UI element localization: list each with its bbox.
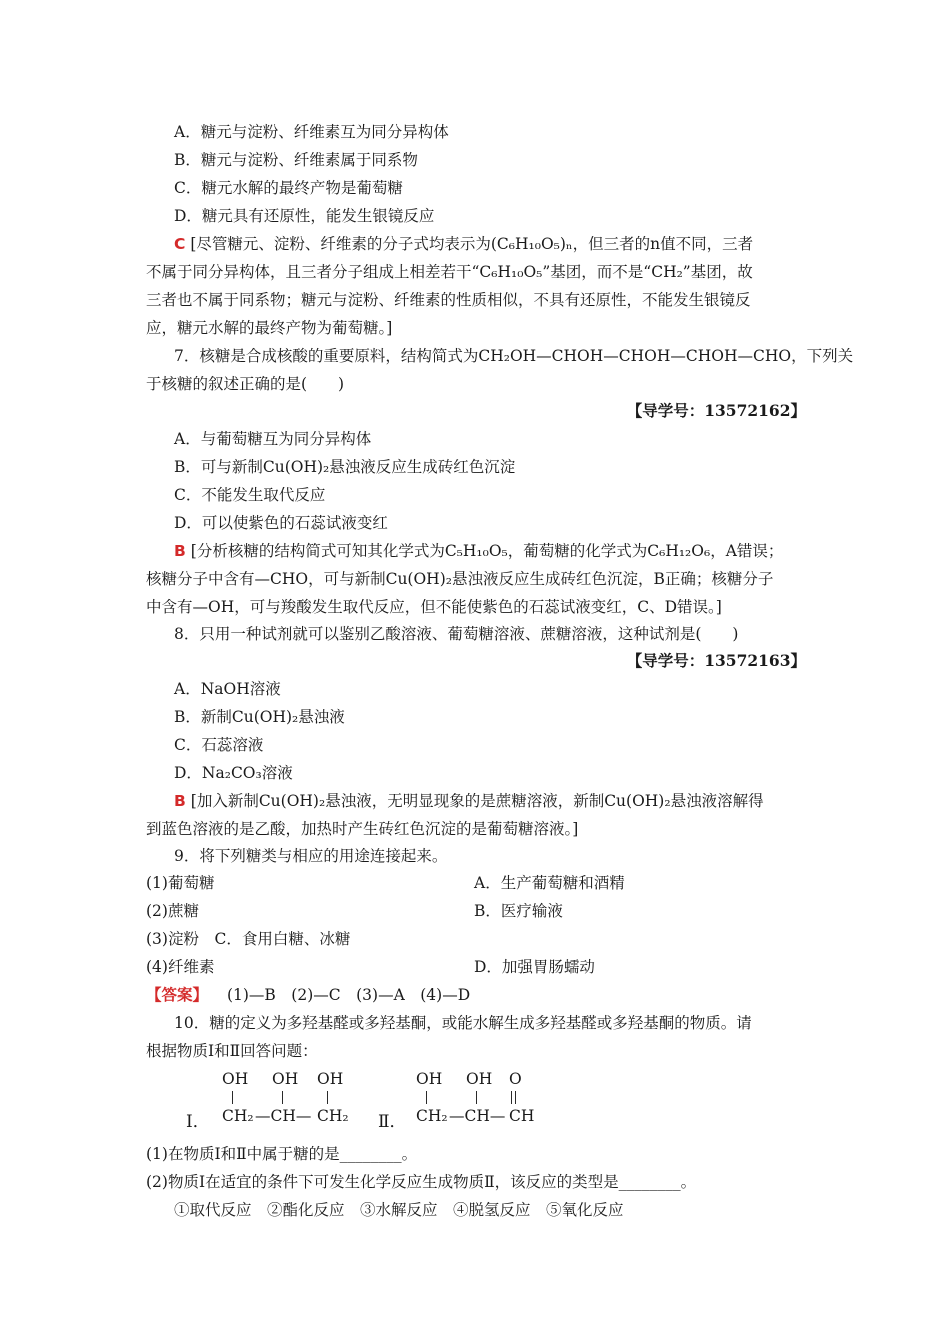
answer-tag: 【答案】 [146, 985, 209, 1004]
q7-option-a: A．与葡萄糖互为同分异构体 [174, 430, 372, 448]
struct1-label: Ⅰ． [186, 1112, 210, 1132]
q8-option-b: B．新制Cu(OH)₂悬浊液 [174, 708, 345, 726]
q10-sub-question-1: (1)在物质Ⅰ和Ⅱ中属于糖的是________。 [146, 1145, 418, 1163]
q6-explanation-text: [尽管糖元、淀粉、纤维素的分子式均表示为(C₆H₁₀O₅)ₙ，但三者的n值不同，三者 [190, 235, 754, 253]
q8-explanation-line-2: 到蓝色溶液的是乙酸，加热时产生砖红色沉淀的是葡萄糖溶液。] [146, 820, 579, 838]
struct1-bond-2 [282, 1091, 283, 1104]
struct2-carbon-3: CH [509, 1107, 535, 1125]
struct2-bond-2 [476, 1091, 477, 1104]
q7-stem-line-1: 7．核糖是合成核酸的重要原料，结构简式为CH₂OH—CHOH—CHOH—CHOH—CHO，下列关 [174, 347, 854, 365]
struct1-oh-1: OH [222, 1070, 249, 1088]
q9-answer-line [146, 985, 470, 1005]
q7-explanation-line-2: 核糖分子中含有—CHO，可与新制Cu(OH)₂悬浊液反应生成砖红色沉淀，B正确；核糖分子 [146, 570, 774, 588]
struct1-bond-3 [327, 1091, 328, 1104]
q6-answer-letter: C [174, 235, 186, 253]
q6-option-d: D．糖元具有还原性，能发生银镜反应 [174, 207, 435, 225]
struct1-carbon-3: CH₂ [317, 1107, 349, 1125]
q10-choices: ①取代反应 ②酯化反应 ③水解反应 ④脱氢反应 ⑤氧化反应 [174, 1201, 624, 1219]
q8-option-d: D．Na₂CO₃溶液 [174, 764, 293, 782]
struct1-bond-1 [232, 1091, 233, 1104]
q6-explanation-line-3: 三者也不属于同系物；糖元与淀粉、纤维素的性质相似，不具有还原性，不能发生银镜反 [146, 291, 751, 309]
q7-explanation-line-3: 中含有—OH，可与羧酸发生取代反应，但不能使紫色的石蕊试液变红，C、D错误。] [146, 598, 722, 616]
q9-stem: 9．将下列糖类与相应的用途连接起来。 [174, 847, 448, 865]
q8-option-c: C．石蕊溶液 [174, 736, 264, 754]
q6-option-c: C．糖元水解的最终产物是葡萄糖 [174, 179, 403, 197]
q7-stem-line-2: 于核糖的叙述正确的是( ) [146, 375, 345, 393]
struct2-carbon-1: CH₂ [416, 1107, 448, 1125]
struct2-carbon-2: —CH— [449, 1107, 506, 1125]
q7-option-d: D．可以使紫色的石蕊试液变红 [174, 514, 388, 532]
q10-stem-line-1: 10．糖的定义为多羟基醛或多羟基酮，或能水解生成多羟基醛或多羟基酮的物质。请 [174, 1014, 752, 1032]
q8-explanation-text: [加入新制Cu(OH)₂悬浊液，无明显现象的是蔗糖溶液，新制Cu(OH)₂悬浊液溶解得 [190, 792, 764, 810]
struct1-carbon-2: —CH— [255, 1107, 312, 1125]
q7-option-c: C．不能发生取代反应 [174, 486, 326, 504]
q6-option-b: B．糖元与淀粉、纤维素属于同系物 [174, 151, 418, 169]
struct1-oh-3: OH [317, 1070, 344, 1088]
struct2-double-bond [511, 1091, 516, 1104]
q9-right-a: A．生产葡萄糖和酒精 [474, 874, 625, 892]
struct1-oh-2: OH [272, 1070, 299, 1088]
q7-answer-letter: B [174, 542, 186, 560]
q9-left-1: (1)葡萄糖 [146, 874, 215, 892]
q8-stem: 8．只用一种试剂就可以鉴别乙酸溶液、葡萄糖溶液、蔗糖溶液，这种试剂是( ) [174, 625, 739, 643]
struct2-label: Ⅱ． [378, 1112, 407, 1132]
struct2-oh-2: OH [466, 1070, 493, 1088]
q7-explanation-line-1 [174, 541, 783, 561]
q9-left-4: (4)纤维素 [146, 958, 215, 976]
q7-option-b: B．可与新制Cu(OH)₂悬浊液反应生成砖红色沉淀 [174, 458, 516, 476]
q6-explanation-line-4: 应，糖元水解的最终产物为葡萄糖。] [146, 319, 393, 337]
struct1-carbon-1: CH₂ [222, 1107, 254, 1125]
q10-stem-line-2: 根据物质Ⅰ和Ⅱ回答问题： [146, 1042, 318, 1060]
q9-answer: (1)—B (2)—C (3)—A (4)—D [226, 986, 471, 1004]
struct2-oxygen: O [509, 1070, 522, 1088]
q9-right-b: B．医疗输液 [474, 902, 563, 920]
q8-explanation-line-1 [174, 791, 764, 811]
q7-guide-number: 【导学号：13572162】 [626, 401, 806, 420]
q9-left-3: (3)淀粉 C．食用白糖、冰糖 [146, 930, 351, 948]
q8-answer-letter: B [174, 792, 186, 810]
q6-explanation-line-2: 不属于同分异构体，且三者分子组成上相差若干“C₆H₁₀O₅”基团，而不是“CH₂”基团，故 [146, 263, 753, 281]
q8-option-a: A．NaOH溶液 [174, 680, 281, 698]
q9-left-2: (2)蔗糖 [146, 902, 199, 920]
q9-right-d: D．加强胃肠蠕动 [474, 958, 595, 976]
q6-option-a: A．糖元与淀粉、纤维素互为同分异构体 [174, 123, 449, 141]
q6-explanation-line-1 [174, 234, 753, 254]
struct2-oh-1: OH [416, 1070, 443, 1088]
q8-guide-number: 【导学号：13572163】 [626, 651, 806, 670]
q10-sub-question-2: (2)物质Ⅰ在适宜的条件下可发生化学反应生成物质Ⅱ，该反应的类型是________。 [146, 1173, 697, 1191]
q7-explanation-text: [分析核糖的结构简式可知其化学式为C₅H₁₀O₅，葡萄糖的化学式为C₆H₁₂O₆，A错误； [190, 542, 784, 560]
struct2-bond-1 [426, 1091, 427, 1104]
